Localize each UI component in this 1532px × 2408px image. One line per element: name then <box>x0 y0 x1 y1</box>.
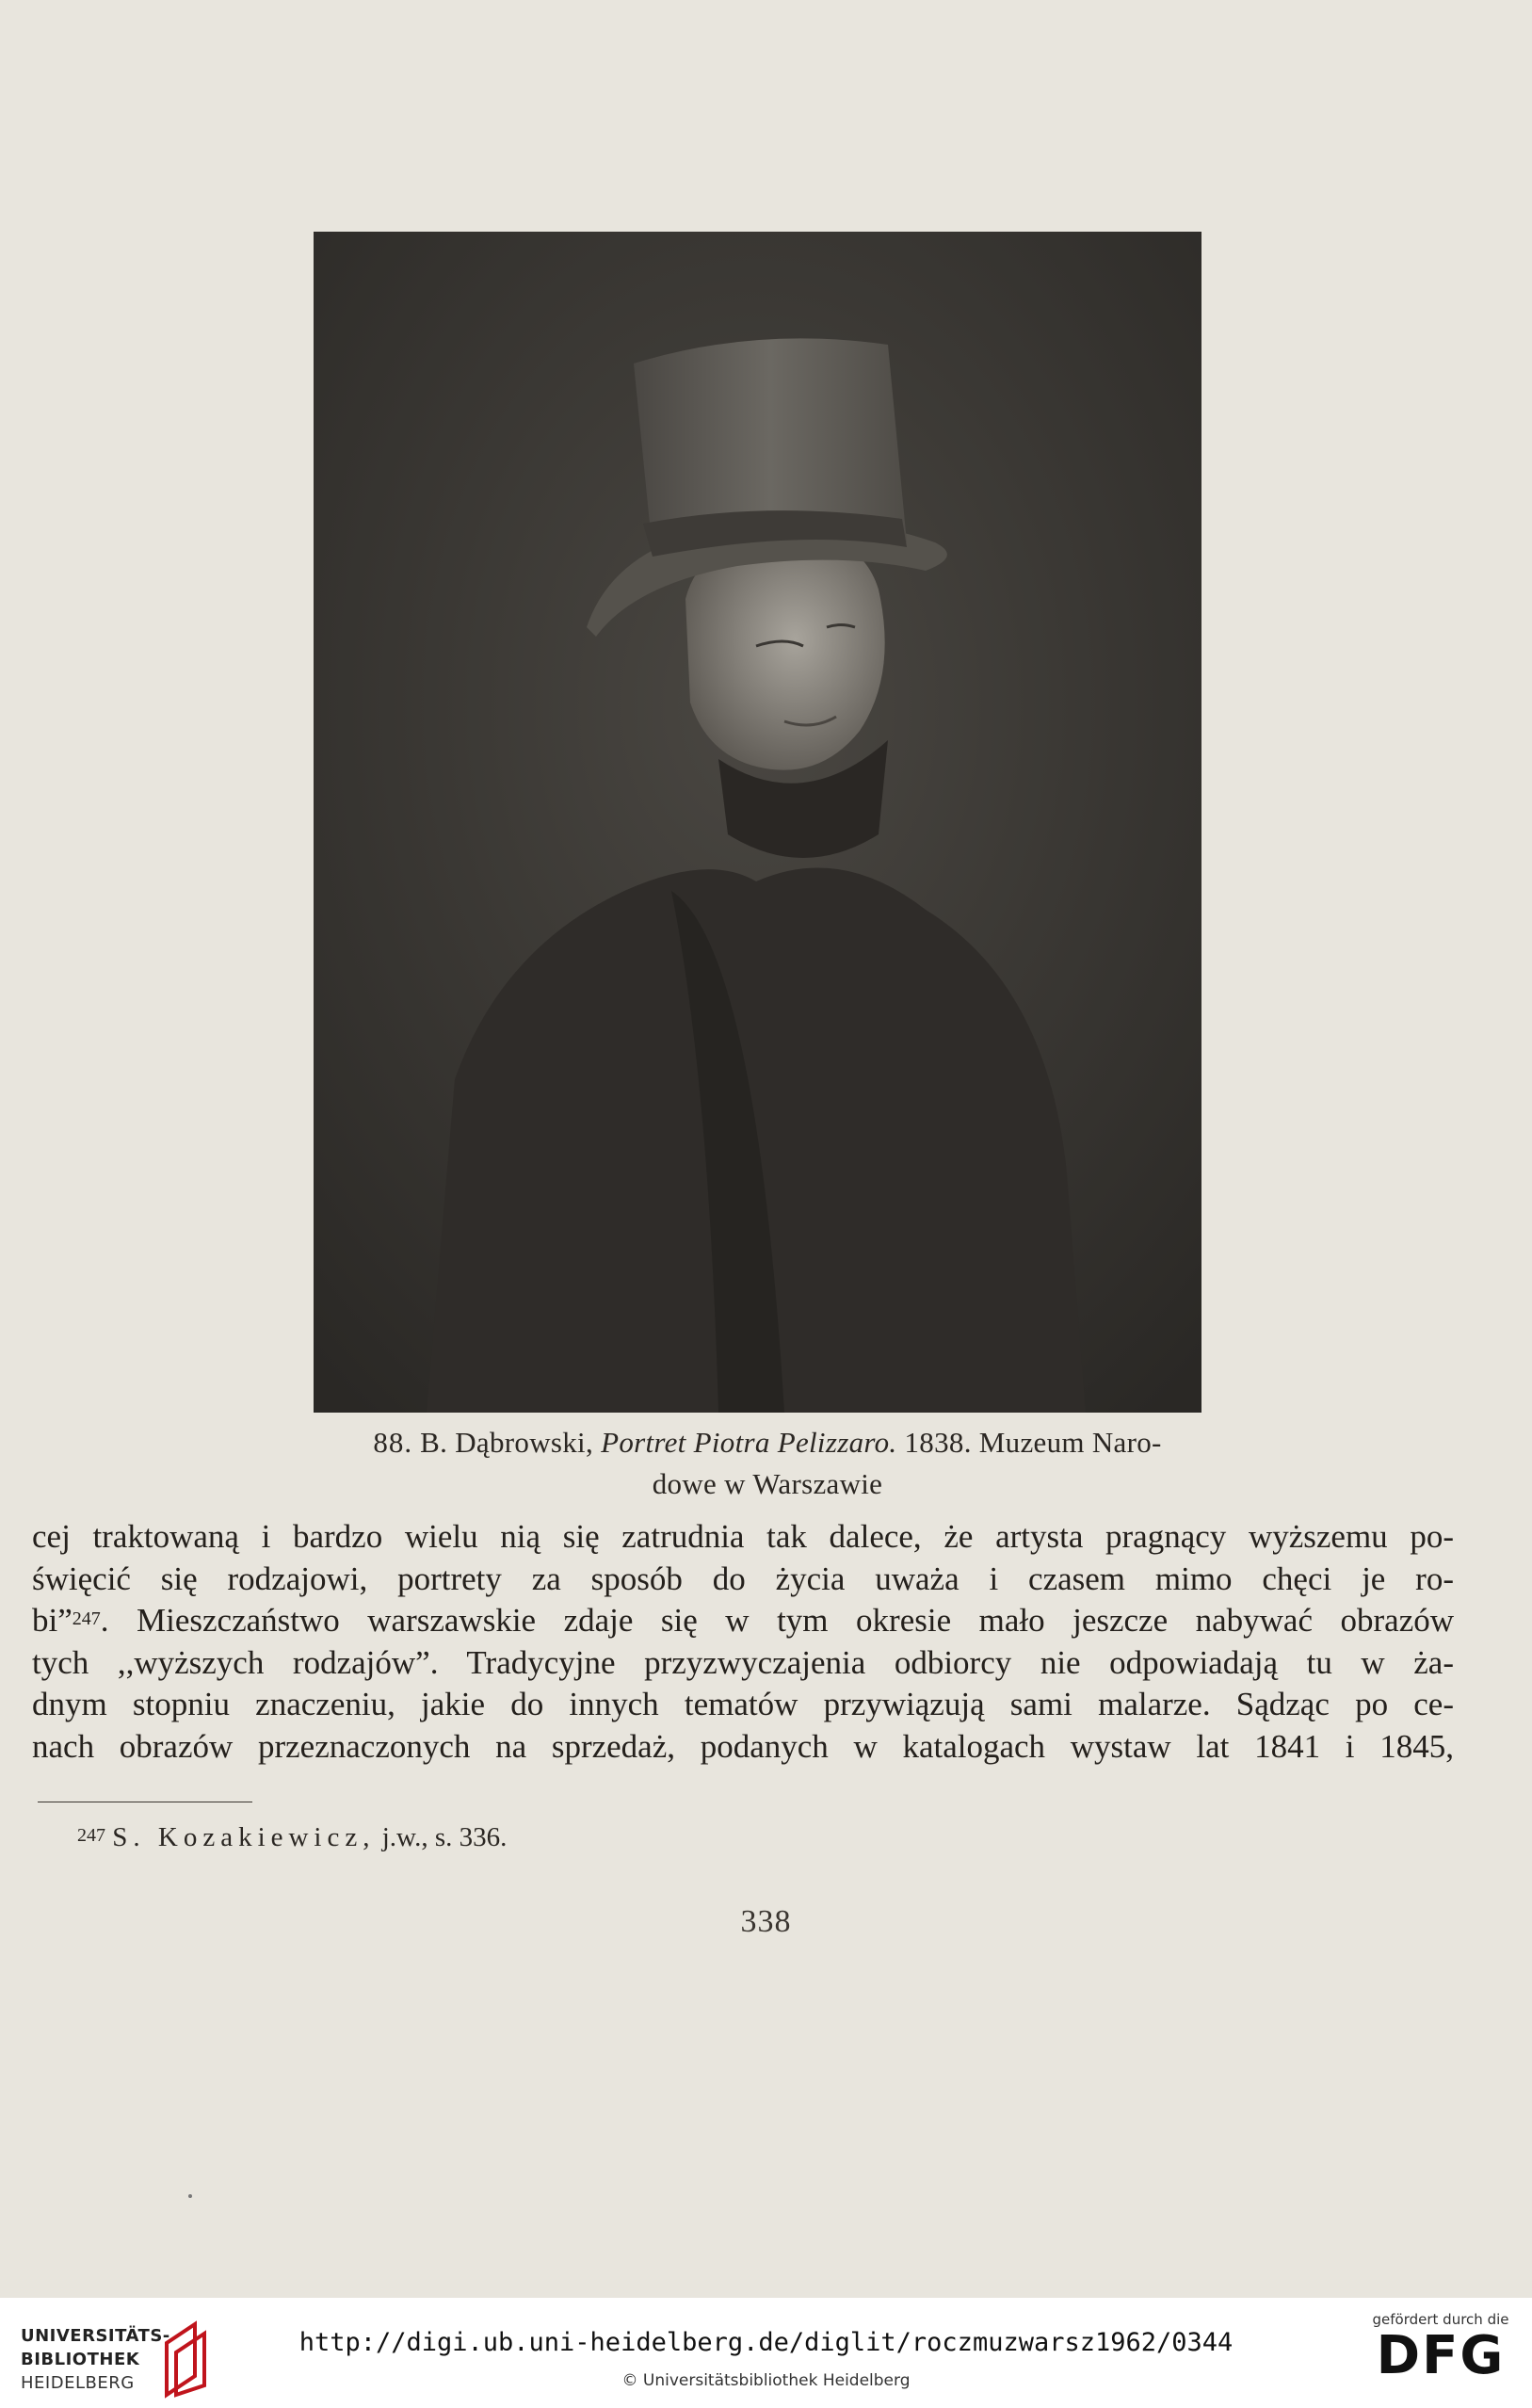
body-line: święcić się rodzajowi, portrety za sposób do życia uważa i czasem mimo chęci je ro- <box>32 1560 1454 1597</box>
body-line-start: bi” <box>32 1602 73 1639</box>
scan-speck <box>188 2194 192 2198</box>
portrait-image <box>314 232 1201 1413</box>
page-number: 338 <box>740 1904 792 1939</box>
body-line: nach obrazów przeznaczonych na sprzedaż, podanych w katalogach wystaw lat 1841 i 1845, <box>32 1727 1454 1765</box>
dfg-logo[interactable] <box>1370 2311 1511 2384</box>
caption-title: Portret Piotra Pelizzaro. <box>601 1426 897 1459</box>
caption-author: B. Dąbrowski, <box>420 1426 594 1459</box>
library-name-line3: HEIDELBERG <box>21 2373 135 2393</box>
body-line: cej traktowaną i bardzo wielu nią się zatrudnia tak dalece, że artysta pragnący wyższemu po- <box>32 1518 1454 1555</box>
footnote-number: 247 <box>77 1825 105 1846</box>
copyright-notice: © Universitätsbibliothek Heidelberg <box>621 2371 911 2390</box>
portrait-plate <box>314 232 1201 1413</box>
body-line <box>32 1600 1454 1642</box>
body-paragraph <box>32 1516 1454 1768</box>
footnote-author: S. Kozakiewicz, <box>112 1822 376 1852</box>
footnote <box>77 1820 507 1854</box>
permalink-url[interactable]: http://digi.ub.uni-heidelberg.de/diglit/roczmuzwarsz1962/0344 <box>298 2328 1234 2357</box>
library-name-line2: BIBLIOTHEK <box>21 2350 140 2369</box>
figure-caption <box>282 1422 1252 1505</box>
body-line: dnym stopniu znaczeniu, jakie do innych tematów przywiązują sami malarze. Sądząc po ce- <box>32 1686 1454 1722</box>
footnote-text: j.w., s. 336. <box>381 1822 508 1852</box>
body-line-rest: . Mieszczaństwo warszawskie zdaje się w tym okresie mało jeszcze nabywać obrazów <box>100 1602 1454 1639</box>
caption-details: 1838. Muzeum Naro- <box>904 1426 1162 1459</box>
library-name-line1: UNIVERSITÄTS- <box>21 2326 170 2346</box>
caption-location: dowe w Warszawie <box>652 1467 883 1500</box>
caption-number: 88. <box>373 1426 413 1459</box>
footer-bar <box>0 2298 1532 2408</box>
footnote-ref: 247 <box>72 1608 101 1629</box>
sponsor-text: gefördert durch die <box>1372 2311 1509 2328</box>
body-line: tych ,,wyższych rodzajów”. Tradycyjne przyzwyczajenia odbiorcy nie odpowiadają tu w ża- <box>32 1643 1454 1681</box>
dfg-wordmark: DFG <box>1376 2325 1506 2386</box>
